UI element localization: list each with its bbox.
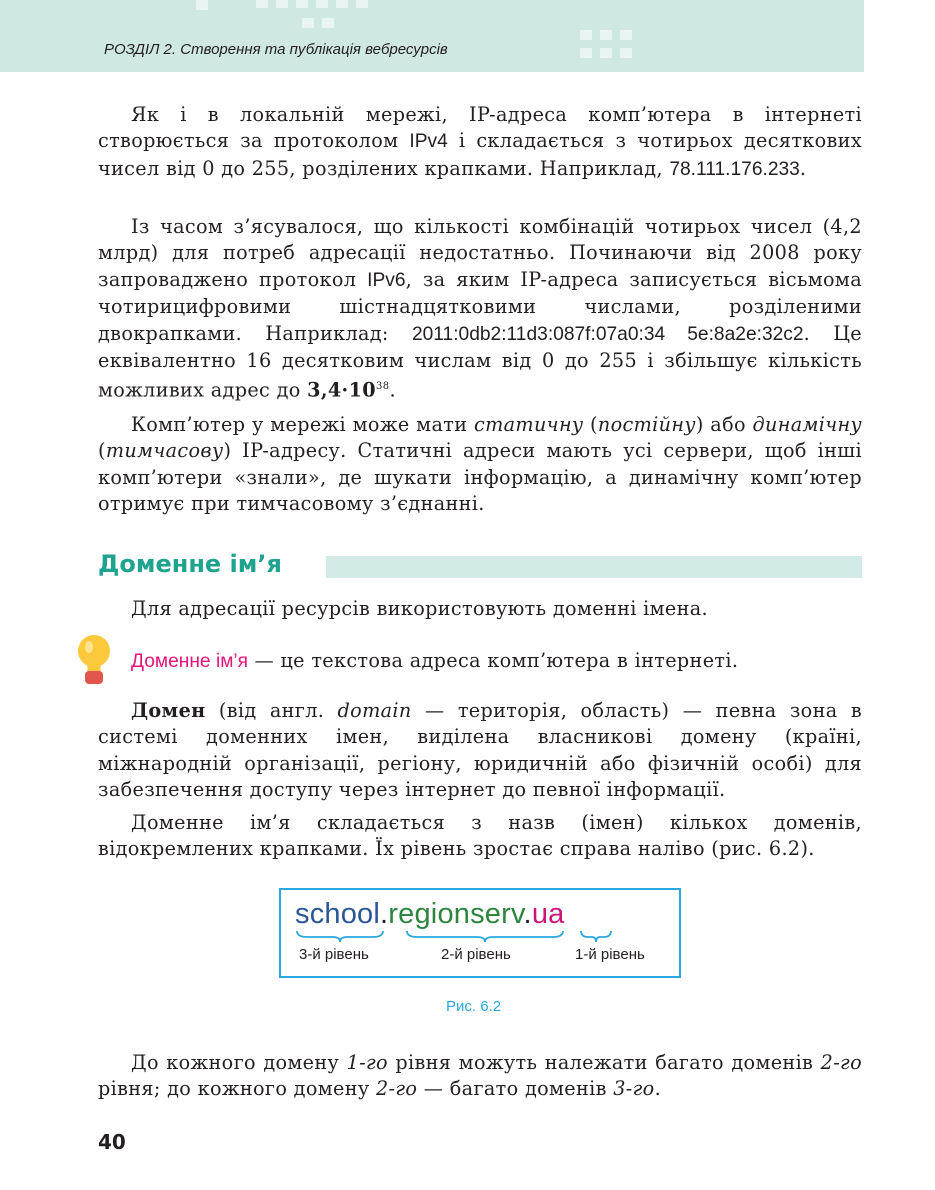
decor-square bbox=[336, 0, 348, 8]
level3-label: 3-й рівень bbox=[299, 946, 369, 963]
section-heading-bar bbox=[326, 556, 862, 578]
paragraph-static-dynamic: Комп’ютер у мережі може мати статичну (постійну) або динамічну (тимчасову) IP-адресу. Статичні адреси мають усі сервери, щоб інші комп’ютери «знали», де шукати інформацію, а динамічну комп’ютер отримує при тимчасовому з’єднанні. bbox=[98, 413, 863, 516]
lightbulb-icon bbox=[77, 635, 111, 685]
decor-square bbox=[256, 0, 268, 8]
paragraph-domain-levels: Доменне ім’я складається з назв (імен) кількох доменів, відокремлених крапками. Їх рівень зростає справа наліво (рис. 6.2). bbox=[98, 811, 862, 861]
section-heading: Доменне ім’я bbox=[98, 550, 282, 578]
decor-square bbox=[600, 48, 612, 58]
paragraph-ipv4: Як і в локальній мережі, IP-адреса комп’ютера в інтернеті створюється за протоколом IPv4 і складається з чотирьох десяткових чисел від 0 до 255, розділених крапками. Наприклад, 78.111.176.233. bbox=[98, 103, 862, 180]
level3-domain: school bbox=[295, 898, 381, 930]
level2-label: 2-й рівень bbox=[441, 946, 511, 963]
decor-square bbox=[322, 18, 334, 28]
page-number: 40 bbox=[98, 1130, 126, 1154]
paragraph-domain: Домен (від англ. domain — територія, область) — певна зона в системі доменних імен, виділена власникові домену (країні, міжнародній організації, регіону, юридичній або фізичній особі) для забезпечення доступу через інтернет до певної інформації. bbox=[98, 699, 862, 802]
decor-square bbox=[196, 0, 208, 10]
domain-name-example: school.regionserv.ua bbox=[295, 898, 565, 930]
definition-term: Доменне ім’я bbox=[131, 651, 249, 672]
decor-square bbox=[276, 0, 288, 8]
decor-square bbox=[600, 30, 612, 40]
decor-square bbox=[356, 0, 368, 8]
decor-square bbox=[296, 0, 308, 8]
level3-brace bbox=[295, 929, 385, 943]
decor-square bbox=[620, 48, 632, 58]
decor-square bbox=[580, 30, 592, 40]
definition: Доменне ім’я — це текстова адреса комп’ютера в інтернеті. bbox=[131, 649, 739, 672]
decor-square bbox=[580, 48, 592, 58]
level2-domain: regionserv bbox=[388, 898, 524, 930]
figure-caption: Рис. 6.2 bbox=[446, 998, 502, 1015]
paragraph-ipv6: Із часом з’ясувалося, що кількості комбінацій чотирьох чисел (4,2 млрд) для потреб адресації недостатньо. Починаючи від 2008 року запроваджено протокол IPv6, за яким IP-адреса записується вісьмома чотирицифровими шістнадцятковими числами, розділеними двокрапками. Наприклад: 2011:0db2:11d3:087f:07a0:34 5e:8a2e:32c2. Це еквівалентно 16 десятковим числам від 0 до 255 і збільшує кількість можливих адрес до $3,4\cdot 10^{38}$. bbox=[98, 215, 862, 402]
level1-brace bbox=[579, 929, 613, 943]
decor-square bbox=[316, 0, 328, 8]
level2-brace bbox=[405, 929, 565, 943]
domain-levels-figure bbox=[279, 888, 681, 978]
decor-square bbox=[302, 18, 314, 28]
decor-square bbox=[620, 30, 632, 40]
chapter-header bbox=[0, 0, 864, 72]
level1-label: 1-й рівень bbox=[575, 946, 645, 963]
chapter-title: РОЗДІЛ 2. Створення та публікація вебресурсів bbox=[104, 41, 448, 58]
paragraph-domain-names: Для адресації ресурсів використовують доменні імена. bbox=[131, 597, 708, 620]
level1-domain: ua bbox=[531, 898, 565, 930]
paragraph-domain-hierarchy: До кожного домену 1-го рівня можуть належати багато доменів 2-го рівня; до кожного домену 2-го — багато доменів 3-го. bbox=[98, 1051, 862, 1101]
